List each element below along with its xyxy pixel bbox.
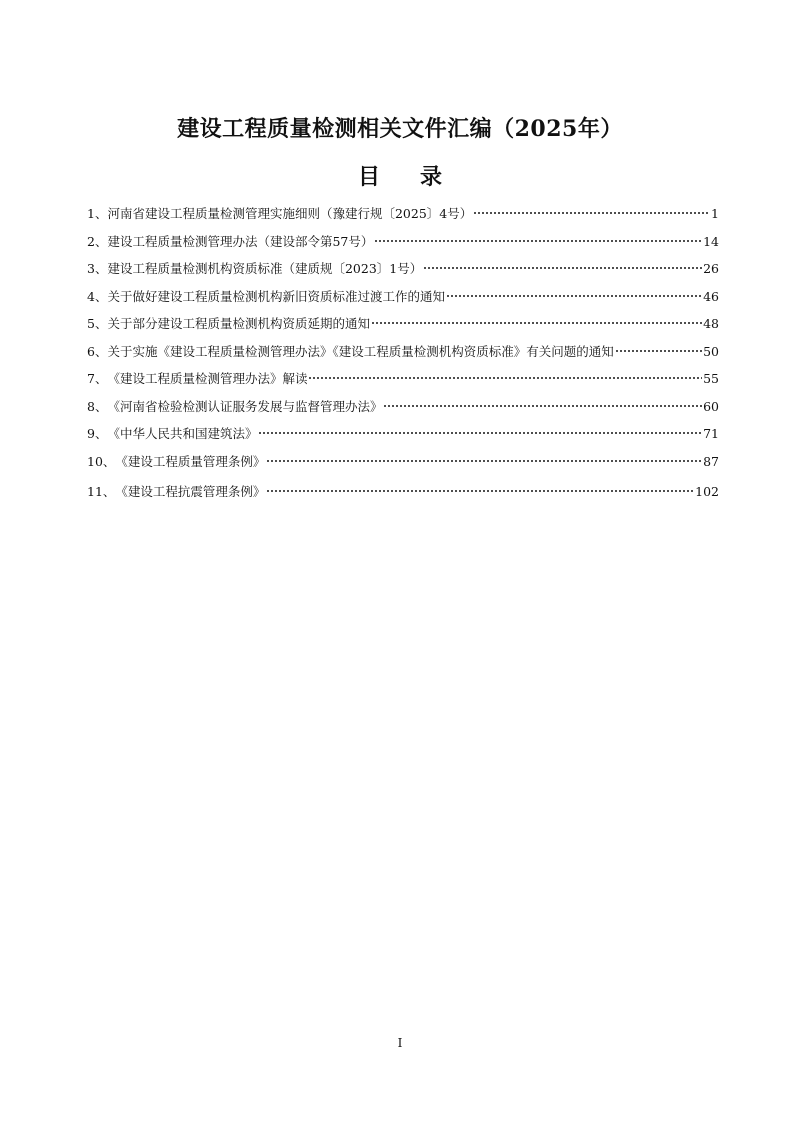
toc-dot-leader	[446, 294, 702, 298]
toc-dot-leader	[371, 321, 702, 325]
toc-entry-page: 50	[703, 343, 719, 359]
page-number: I	[397, 1036, 403, 1050]
table-of-contents	[87, 200, 719, 506]
toc-dot-leader	[266, 459, 702, 463]
toc-entry[interactable]	[87, 448, 719, 476]
toc-entry[interactable]	[87, 338, 719, 366]
toc-entry-number: 10、	[87, 453, 116, 469]
toc-dot-leader	[308, 376, 702, 380]
toc-entry[interactable]	[87, 478, 719, 506]
toc-entry-title: 《建设工程抗震管理条例》	[115, 484, 266, 499]
toc-entry[interactable]	[87, 255, 719, 283]
toc-dot-leader	[374, 239, 702, 243]
toc-entry-page: 1	[711, 206, 719, 221]
toc-entry-title: 关于部分建设工程质量检测机构资质延期的通知	[107, 316, 370, 331]
toc-entry-title: 《河南省检验检测认证服务发展与监督管理办法》	[107, 398, 383, 414]
toc-entry-number: 9、	[87, 426, 108, 441]
toc-entry-page: 102	[695, 484, 719, 499]
toc-dot-leader	[383, 404, 702, 408]
toc-entry-title: 建设工程质量检测机构资质标准（建质规〔2023〕1号）	[107, 261, 423, 276]
toc-entry-page: 87	[703, 453, 719, 469]
toc-entry-title: 关于做好建设工程质量检测机构新旧资质标准过渡工作的通知	[107, 288, 445, 304]
toc-entry[interactable]	[87, 365, 719, 393]
toc-entry-number: 4、	[87, 288, 108, 304]
toc-entry-title: 建设工程质量检测管理办法（建设部令第57号）	[107, 233, 374, 249]
toc-entry-number: 8、	[87, 398, 108, 414]
toc-entry-title: 《建设工程质量检测管理办法》解读	[107, 371, 308, 386]
toc-dot-leader	[258, 431, 702, 435]
toc-entry-page: 14	[703, 233, 719, 249]
toc-entry-number: 5、	[87, 316, 108, 331]
toc-entry[interactable]	[87, 420, 719, 448]
toc-entry-number: 6、	[87, 343, 108, 359]
toc-entry-page: 46	[703, 288, 719, 304]
toc-dot-leader	[473, 211, 710, 215]
toc-entry[interactable]	[87, 310, 719, 338]
toc-entry-page: 26	[703, 261, 719, 276]
toc-entry-number: 11、	[87, 484, 116, 499]
toc-entry[interactable]	[87, 393, 719, 421]
toc-entry-page: 55	[703, 371, 719, 386]
toc-entry[interactable]	[87, 228, 719, 256]
document-title: 建设工程质量检测相关文件汇编（2025年）	[177, 116, 623, 142]
toc-entry-title: 河南省建设工程质量检测管理实施细则（豫建行规〔2025〕4号）	[107, 206, 473, 221]
toc-entry-number: 7、	[87, 371, 108, 386]
toc-entry[interactable]	[87, 283, 719, 311]
toc-entry-title: 关于实施《建设工程质量检测管理办法》《建设工程质量检测机构资质标准》有关问题的通知	[107, 343, 614, 359]
toc-dot-leader	[423, 266, 702, 270]
toc-entry-number: 1、	[87, 206, 108, 221]
toc-entry-page: 60	[703, 398, 719, 414]
toc-entry-number: 3、	[87, 261, 108, 276]
toc-entry-number: 2、	[87, 233, 108, 249]
toc-entry-title: 《建设工程质量管理条例》	[115, 453, 266, 469]
toc-dot-leader	[615, 349, 702, 353]
toc-entry[interactable]	[87, 200, 719, 228]
toc-entry-page: 48	[703, 316, 719, 331]
toc-entry-page: 71	[703, 426, 719, 441]
toc-entry-title: 《中华人民共和国建筑法》	[107, 426, 258, 441]
toc-heading: 目录	[357, 164, 482, 190]
toc-dot-leader	[266, 489, 694, 493]
